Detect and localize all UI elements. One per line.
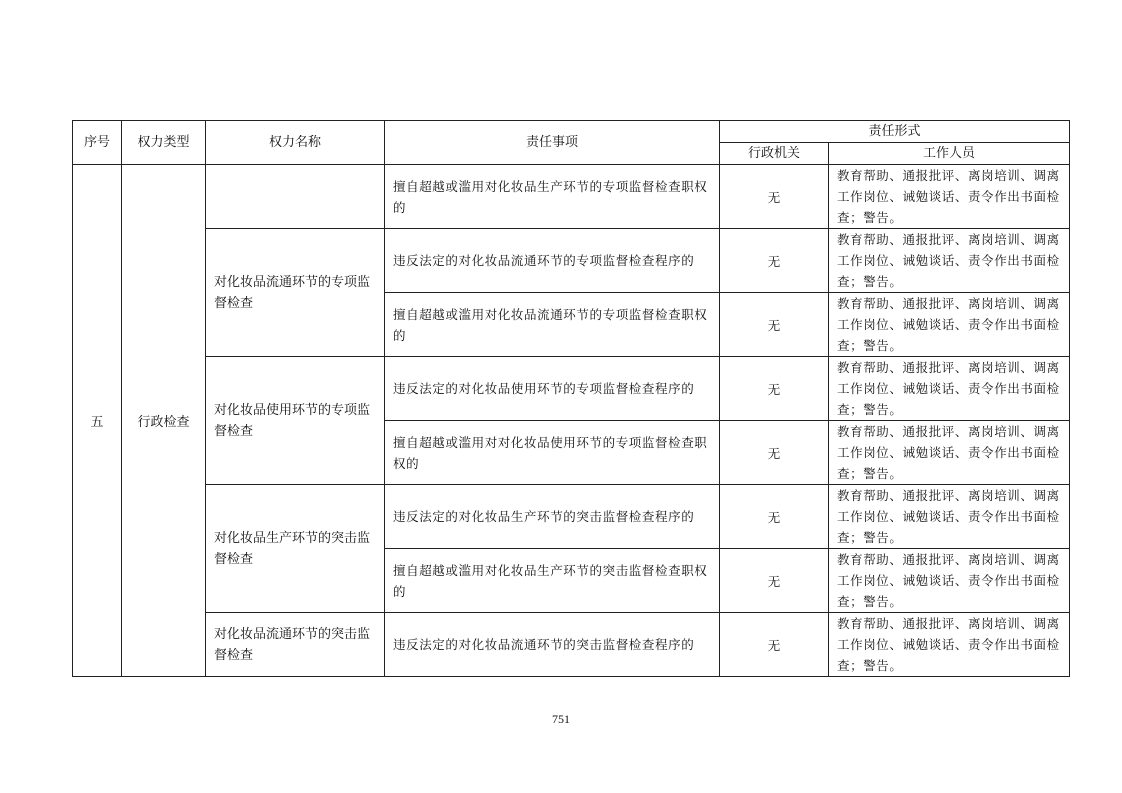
admin-org-cell: 无 <box>720 293 829 357</box>
power-name: 对化妆品生产环节的突击监督检查 <box>206 485 385 613</box>
group-power-type: 行政检查 <box>122 165 206 677</box>
responsibility-item: 擅自超越或滥用对化妆品流通环节的专项监督检查职权的 <box>385 293 720 357</box>
admin-org-cell: 无 <box>720 613 829 677</box>
admin-org-cell: 无 <box>720 229 829 293</box>
staff-cell: 教育帮助、通报批评、离岗培训、调离工作岗位、诫勉谈话、责令作出书面检查；警告。 <box>829 421 1070 485</box>
responsibility-item: 擅自超越或滥用对化妆品生产环节的突击监督检查职权的 <box>385 549 720 613</box>
power-name: 对化妆品流通环节的专项监督检查 <box>206 229 385 357</box>
header-staff: 工作人员 <box>829 143 1070 165</box>
table-row <box>73 229 1070 293</box>
staff-cell: 教育帮助、通报批评、离岗培训、调离工作岗位、诫勉谈话、责令作出书面检查；警告。 <box>829 357 1070 421</box>
header-power-name: 权力名称 <box>206 121 385 165</box>
staff-cell: 教育帮助、通报批评、离岗培训、调离工作岗位、诫勉谈话、责令作出书面检查；警告。 <box>829 165 1070 229</box>
responsibility-item: 违反法定的对化妆品流通环节的突击监督检查程序的 <box>385 613 720 677</box>
responsibility-item: 违反法定的对化妆品流通环节的专项监督检查程序的 <box>385 229 720 293</box>
staff-cell: 教育帮助、通报批评、离岗培训、调离工作岗位、诫勉谈话、责令作出书面检查；警告。 <box>829 549 1070 613</box>
header-admin-org: 行政机关 <box>720 143 829 165</box>
header-seq: 序号 <box>73 121 122 165</box>
responsibility-table <box>72 120 1070 677</box>
admin-org-cell: 无 <box>720 549 829 613</box>
admin-org-cell: 无 <box>720 421 829 485</box>
header-power-type: 权力类型 <box>122 121 206 165</box>
responsibility-item: 违反法定的对化妆品生产环节的突击监督检查程序的 <box>385 485 720 549</box>
responsibility-item: 擅自超越或滥用对化妆品生产环节的专项监督检查职权的 <box>385 165 720 229</box>
table-row <box>73 613 1070 677</box>
page-number: 751 <box>552 712 570 726</box>
power-name-empty <box>206 165 385 229</box>
header-responsibility: 责任事项 <box>385 121 720 165</box>
power-name: 对化妆品流通环节的突击监督检查 <box>206 613 385 677</box>
admin-org-cell: 无 <box>720 165 829 229</box>
header-resp-form: 责任形式 <box>720 121 1070 143</box>
table-row <box>73 357 1070 421</box>
staff-cell: 教育帮助、通报批评、离岗培训、调离工作岗位、诫勉谈话、责令作出书面检查；警告。 <box>829 229 1070 293</box>
staff-cell: 教育帮助、通报批评、离岗培训、调离工作岗位、诫勉谈话、责令作出书面检查；警告。 <box>829 485 1070 549</box>
staff-cell: 教育帮助、通报批评、离岗培训、调离工作岗位、诫勉谈话、责令作出书面检查；警告。 <box>829 613 1070 677</box>
power-name: 对化妆品使用环节的专项监督检查 <box>206 357 385 485</box>
group-seq: 五 <box>73 165 122 677</box>
staff-cell: 教育帮助、通报批评、离岗培训、调离工作岗位、诫勉谈话、责令作出书面检查；警告。 <box>829 293 1070 357</box>
table-row <box>73 485 1070 549</box>
responsibility-item: 擅自超越或滥用对对化妆品使用环节的专项监督检查职权的 <box>385 421 720 485</box>
admin-org-cell: 无 <box>720 485 829 549</box>
table-row <box>73 165 1070 229</box>
responsibility-item: 违反法定的对化妆品使用环节的专项监督检查程序的 <box>385 357 720 421</box>
admin-org-cell: 无 <box>720 357 829 421</box>
